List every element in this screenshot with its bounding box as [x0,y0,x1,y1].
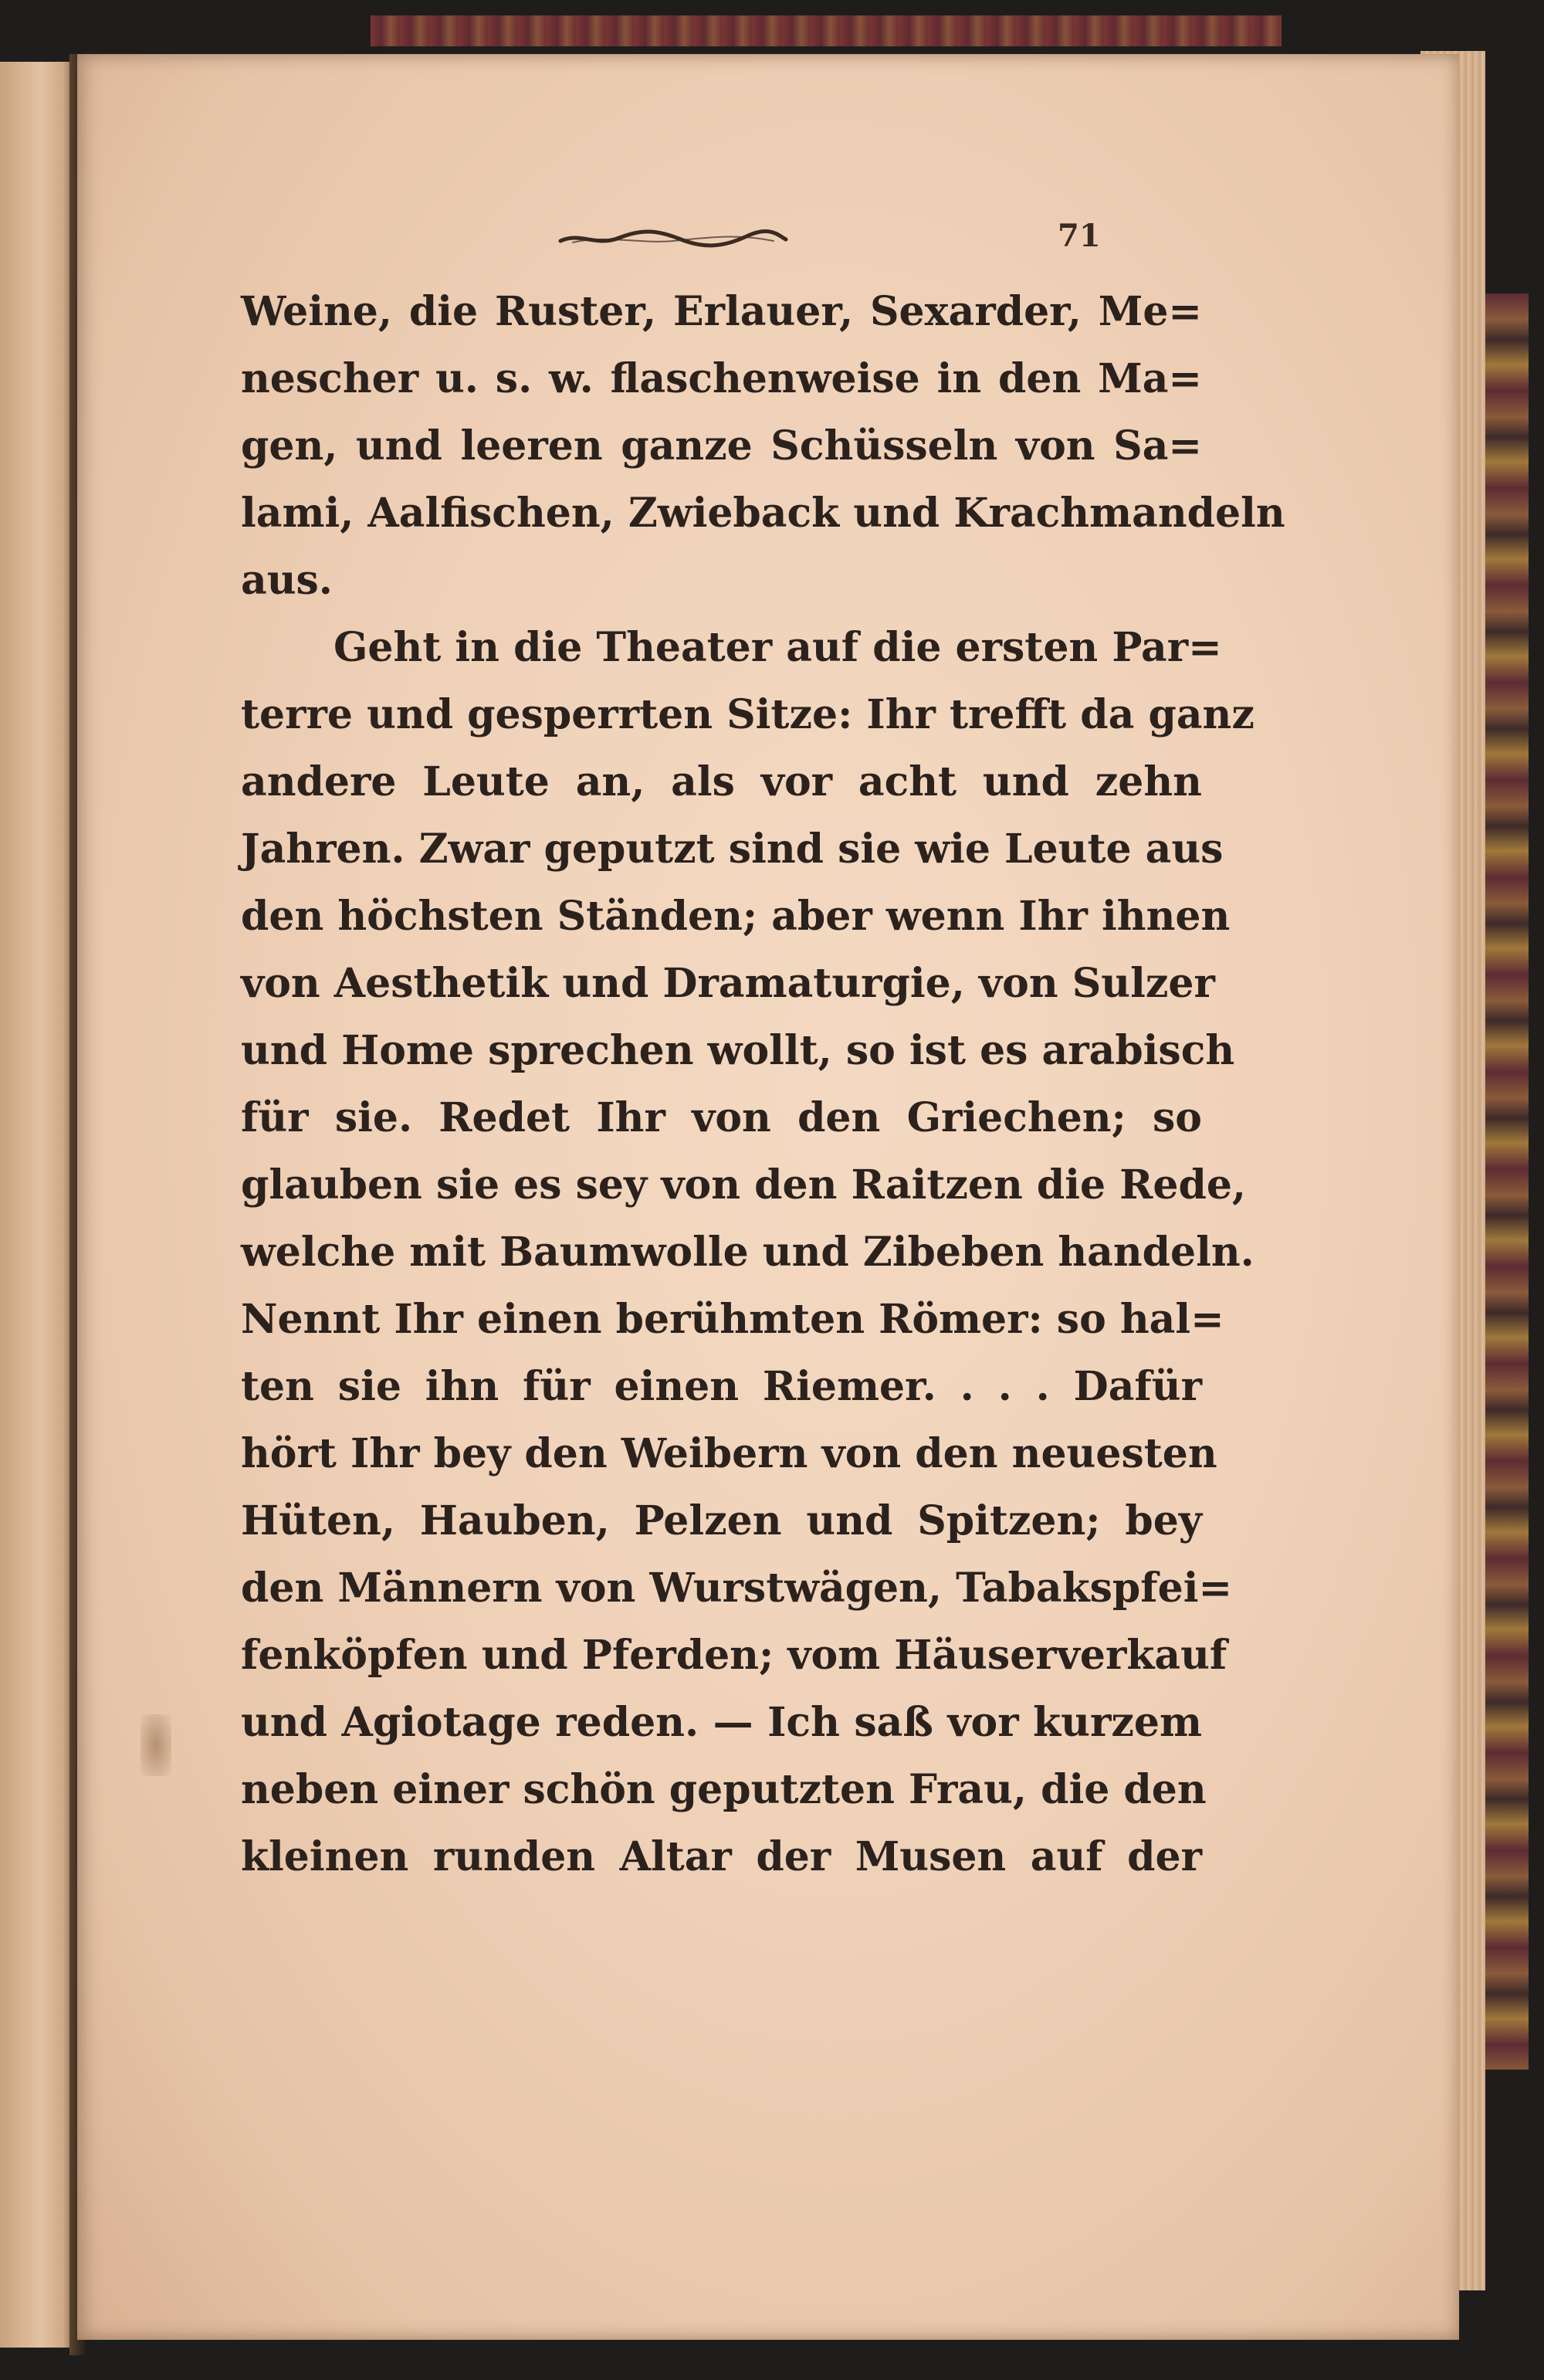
text-line: terre und gesperrten Sitze: Ihr trefft da ganz [241,691,1254,738]
page-number: 71 [1058,218,1101,254]
text-line: welche mit Baumwolle und Zibeben handeln. [241,1229,1254,1276]
body-text [241,288,1285,1904]
text-line: hört Ihr bey den Weibern von den neuesten [241,1430,1217,1477]
text-line: für sie. Redet Ihr von den Griechen; so [241,1094,1202,1141]
wavy-rule-icon [557,224,789,252]
marbled-cover-edge [1485,293,1529,2070]
text-line: Jahren. Zwar geputzt sind sie wie Leute aus [241,826,1224,873]
text-line: und Agiotage reden. — Ich saß vor kurzem [241,1699,1202,1746]
text-line: aus. [241,557,333,604]
text-line: Nennt Ihr einen berühmten Römer: so hal= [241,1296,1224,1343]
text-line: ten sie ihn für einen Riemer. . . . Dafür [241,1363,1202,1410]
text-line: fenköpfen und Pferden; vom Häuserverkauf [241,1632,1227,1679]
text-line: Geht in die Theater auf die ersten Par= [334,624,1222,671]
text-line: lami, Aalfischen, Zwieback und Krachmandeln [241,490,1285,537]
page-crease [141,1714,171,1776]
text-line: gen, und leeren ganze Schüsseln von Sa= [241,422,1202,470]
text-line: glauben sie es sey von den Raitzen die Rede, [241,1161,1247,1209]
text-line: nescher u. s. w. flaschenweise in den Ma= [241,355,1202,402]
text-line: neben einer schön geputzten Frau, die den [241,1766,1207,1813]
text-line: Hüten, Hauben, Pelzen und Spitzen; bey [241,1497,1202,1544]
text-line: andere Leute an, als vor acht und zehn [241,758,1202,805]
text-line: den Männern von Wurstwägen, Tabakspfei= [241,1565,1233,1612]
left-page-edge [0,62,74,2348]
text-line: und Home sprechen wollt, so ist es arabisch [241,1027,1235,1074]
cover-top-edge [371,15,1282,46]
text-line: den höchsten Ständen; aber wenn Ihr ihnen [241,893,1231,940]
text-line: Weine, die Ruster, Erlauer, Sexarder, Me= [241,288,1202,335]
text-line: kleinen runden Altar der Musen auf der [241,1833,1202,1880]
text-line: von Aesthetik und Dramaturgie, von Sulzer [241,960,1215,1007]
